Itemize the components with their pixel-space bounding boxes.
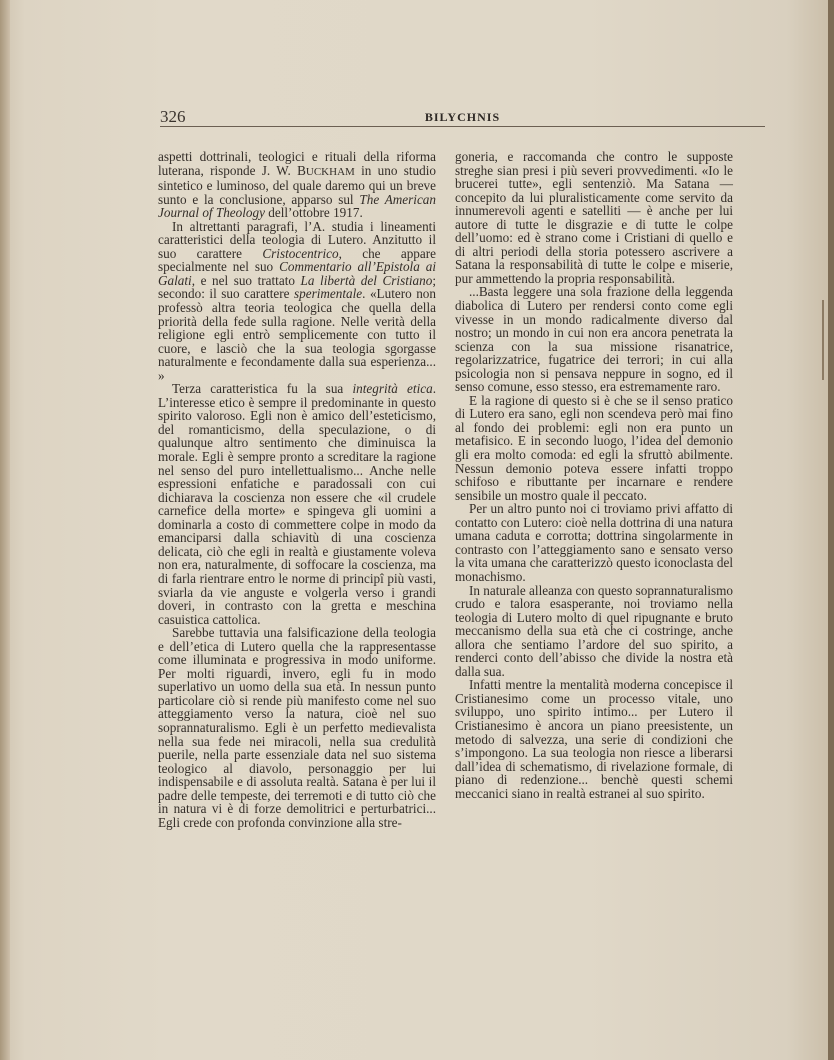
right-column (455, 150, 733, 800)
page-number: 326 (160, 107, 186, 126)
paragraph: aspetti dottrinali, teologici e rituali della riforma luterana, risponde J. W. BUCKHAM in uno studio sintetico e luminoso, del quale daremo qui un breve sunto e la conclusione, apparso sul The American Journal of Theology dell’ottobre 1917. (158, 149, 436, 221)
paragraph: Per un altro punto noi ci troviamo privi affatto di contatto con Lutero: cioè nella dottrina di una natura umana caduta e corrotta; dottrina singolarmente in contrasto con l’atteggiamento sano e sensato verso la vita umana che caratterizzò questo iconoclasta del monachismo. (455, 501, 733, 584)
left-column (158, 150, 436, 829)
paragraph: Terza caratteristica fu la sua integrità etica. L’interesse etico è sempre il predominante in questo spirito valoroso. Egli non è amico dell’esteticismo, del romanticismo, della speculazione, o di qualunque altro sentimento che diminuisca la morale. Egli è sempre pronto a screditare la ragione nel senso del puro intellettualismo... Anche nelle espressioni enfatiche e paradossali con cui dichiarava la coscienza non essere che «il crudele carnefice della morte» e spingeva gli uomini a dominarla a costo di commettere colpe in modo da emanciparsi dalla schiavitù di una coscienza delicata, ciò che egli in realtà e giustamente voleva non era, naturalmente, di soffocare la coscienza, ma di farla rientrare entro le norme di principî più vasti, sviarla da vie anguste e volgerla verso i grandi doveri, in contrasto con la gretta e meschina casuistica cattolica. (158, 381, 436, 627)
running-header (160, 104, 765, 127)
paragraph: Sarebbe tuttavia una falsificazione della teologia e dell’etica di Lutero quella che la rappresentasse come illuminata e progressiva in modo uniforme. Per molti riguardi, invero, egli fu in modo superlativo un uomo della sua età. In nessun punto particolare ciò si rende più manifesto come nel suo atteggiamento verso la natura, cioè nel suo soprannaturalismo. Egli è un perfetto medievalista nella sua fede nei miracoli, nella sua credulità puerile, nella parte essenziale data nel suo sistema teologico al diavolo, personaggio per lui indispensabile e di assoluta realtà. Satana è per lui il padre delle tempeste, dei terremoti e di tutto ciò che in natura vi è di forze demolitrici e perturbatrici... Egli crede con profonda convinzione alla stre- (158, 625, 436, 830)
paragraph: ...Basta leggere una sola frazione della leggenda diabolica di Lutero per rendersi conto come egli vivesse in un mondo radicalmente diverso dal nostro; un mondo in cui non era ancora penetrata la scienza con la sua missione risanatrice, regolarizzatrice, fugatrice dei terrori; in cui alla psicologia non si pensava neppure in sogno, ed il senso comune, esso stesso, era estremamente raro. (455, 284, 733, 395)
paragraph: goneria, e raccomanda che contro le supposte streghe sian presi i più severi provvedimenti. «Io le brucerei tutte», egli sentenziò. Ma Satana — concepito da lui pluralisticamente come servito da innumerevoli agenti e satelliti — è anche per lui autore di tutte le disgrazie e di tutte le colpe dell’uomo: ed è strano come i Cristiani di quello e di altri periodi della storia potessero ascrivere a Satana la responsabilità di tutte le colpe e miserie, pur ammettendo la propria responsabilità. (455, 149, 733, 286)
paragraph: In naturale alleanza con questo soprannaturalismo crudo e talora esasperante, noi troviamo nella teologia di Lutero molto di quel ripugnante e bruto meccanismo della sua età che ci costringe, anche allora che sentiamo l’ardore del suo spirito, a renderci conto dell’abisso che divide la nostra età dalla sua. (455, 582, 734, 679)
journal-title: BILYCHNIS (424, 110, 501, 124)
page-edge-shadow (822, 300, 824, 380)
paragraph: E la ragione di questo si è che se il senso pratico di Lutero era sano, egli non scendeva però mai fino al fondo dei problemi: egli non era punto un metafisico. E in secondo luogo, l’idea del demonio gli era molto comoda: ed egli la sfruttò abilmente. Nessun demonio poteva essere infatti troppo schifoso e ributtante per incarnare e rendere sensibile un mostro quale il peccato. (455, 392, 733, 503)
paragraph: Infatti mentre la mentalità moderna concepisce il Cristianesimo come un processo vitale, uno sviluppo, uno spirito intimo... per Lutero il Cristianesimo è ancora un piano preesistente, un metodo di salvezza, una serie di condizioni che s’impongono. La sua teologia non riesce a liberarsi dall’idea di schematismo, di rivelazione formale, di piano di redenzione... benchè questi schemi meccanici siano in realtà estranei al suo spirito. (455, 677, 733, 801)
paragraph: In altrettanti paragrafi, l’A. studia i lineamenti caratteristici della teologia di Lutero. Anzitutto il suo carattere Cristocentrico, che appare specialmente nel suo Commentario all’Epistola ai Galati, e nel suo trattato La libertà del Cristiano; secondo: il suo carattere sperimentale. «Lutero non professò altra teoria teologica che quella della priorità della fede sulla ragione. Nelle verità della religione egli entrò semplicemente con tutto il cuore, e lasciò che la sua teologia sgorgasse naturalmente e fecondamente dalla sua esperienza... » (158, 218, 437, 383)
